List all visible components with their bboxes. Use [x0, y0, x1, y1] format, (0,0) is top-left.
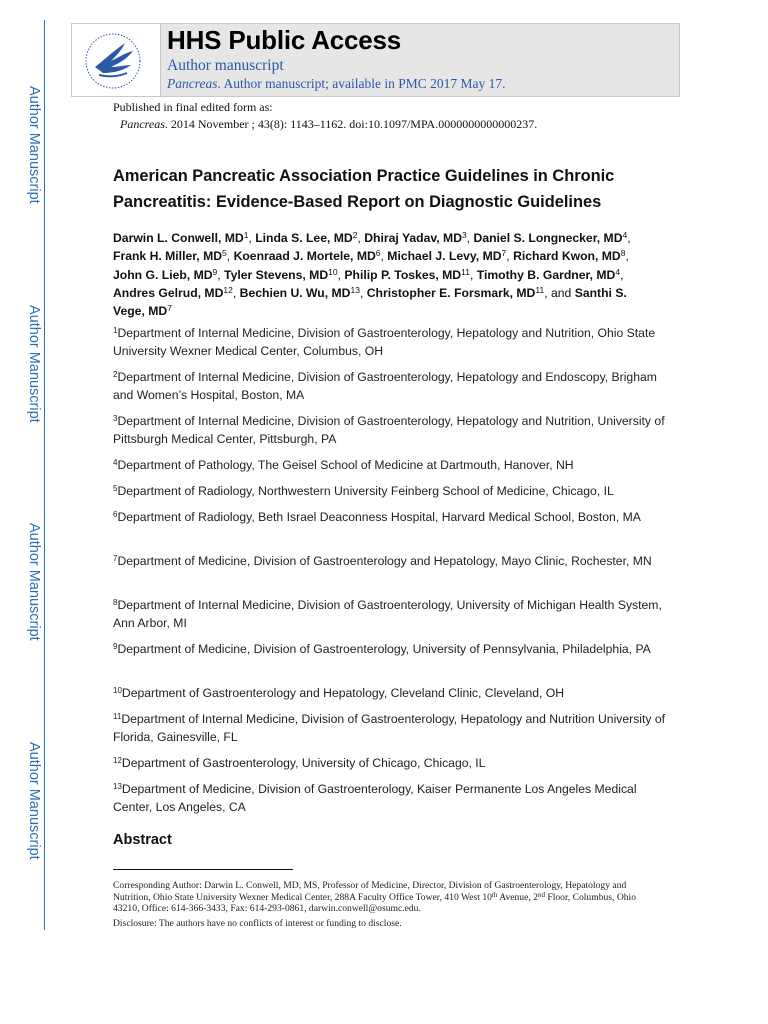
- affiliation-number: 8: [113, 598, 118, 607]
- affiliation-number: 10: [113, 686, 122, 695]
- hhs-public-access-title: HHS Public Access: [167, 25, 402, 55]
- affiliation-number: 13: [113, 782, 122, 791]
- author-affiliation-number: 8: [620, 248, 626, 259]
- affiliation-item: [113, 640, 673, 658]
- affiliation-text: Department of Internal Medicine, Division of Gastroenterology, Hepatology and Endoscopy, Brigham and Women’s Hospital, Boston, MA: [113, 370, 657, 402]
- author-name: Frank H. Miller, MD: [113, 249, 223, 264]
- author-affiliation-number: 4: [622, 230, 628, 240]
- publication-citation: [120, 117, 537, 132]
- footnote-text: Corresponding Author: Darwin L. Conwell, MD, MS, Professor of Medicine, Director, Division of Gastroenterology, Hepatology and Nutrition, Ohio State University Wexner Medical Center, 288A Faculty Office Tower, 410 West 10: [113, 880, 627, 903]
- affiliation-text: Department of Pathology, The Geisel School of Medicine at Dartmouth, Hanover, NH: [117, 458, 574, 472]
- author-affiliation-number: 4: [615, 266, 621, 277]
- author-affiliation-number: 13: [350, 284, 360, 295]
- author-name: Andres Gelrud, MD: [113, 285, 224, 300]
- author-name: John G. Lieb, MD: [113, 267, 213, 282]
- corresponding-author-footnote: [113, 880, 658, 915]
- author-name: Bechien U. Wu, MD: [239, 285, 351, 300]
- affiliation-text: Department of Gastroenterology and Hepatology, Cleveland Clinic, Cleveland, OH: [121, 686, 565, 700]
- affiliation-text: Department of Radiology, Northwestern University Feinberg School of Medicine, Chicago, IL: [117, 484, 614, 498]
- author-separator: ,: [625, 249, 629, 264]
- affiliation-text: Department of Internal Medicine, Division of Gastroenterology, Hepatology and Nutrition University of Florida, Gainesville, FL: [113, 712, 666, 744]
- author-name: Richard Kwon, MD: [513, 249, 621, 264]
- affiliation-item: [113, 684, 673, 702]
- affiliation-item: [113, 710, 673, 746]
- author-separator: ,: [469, 267, 477, 282]
- affiliation-number: 2: [113, 370, 118, 379]
- footnote-text: Floor, Columbus, Ohio 43210, Office: 614-366-3433, Fax: 614-293-0861, darwin.conwell@osumc.edu.: [113, 891, 637, 914]
- affiliation-number: 5: [113, 484, 118, 493]
- affiliation-number: 12: [113, 756, 122, 765]
- author-list: [113, 229, 658, 320]
- affiliation-text: Department of Internal Medicine, Division of Gastroenterology, University of Michigan Health System, Ann Arbor, MI: [113, 598, 662, 630]
- author-name: Philip P. Toskes, MD: [344, 267, 462, 282]
- author-affiliation-number: 10: [328, 266, 338, 277]
- footnote-superscript: nd: [537, 890, 545, 899]
- author-separator: ,: [359, 285, 367, 300]
- author-affiliation-number: 11: [535, 284, 545, 295]
- author-name: Tyler Stevens, MD: [224, 267, 329, 282]
- margin-rule: [44, 20, 45, 930]
- author-separator: ,: [380, 249, 388, 264]
- affiliation-item: [113, 456, 673, 474]
- author-manuscript-side-label: Author Manuscript: [26, 742, 42, 860]
- affiliation-number: 1: [113, 326, 118, 335]
- author-affiliation-number: 2: [352, 230, 358, 240]
- author-separator: ,: [226, 249, 234, 264]
- author-affiliation-number: 6: [375, 248, 381, 259]
- footnote-text: Avenue, 2: [497, 891, 538, 903]
- hhs-logo: [72, 24, 161, 96]
- author-separator: ,: [337, 267, 345, 282]
- affiliation-text: Department of Medicine, Division of Gastroenterology, University of Pennsylvania, Philadelphia, PA: [117, 642, 651, 656]
- affiliation-item: [113, 482, 673, 500]
- author-affiliation-number: 5: [222, 248, 227, 259]
- author-manuscript-side-label: Author Manuscript: [26, 86, 42, 204]
- affiliation-item: [113, 596, 673, 632]
- author-separator: ,: [627, 231, 631, 245]
- author-separator: ,: [357, 231, 365, 245]
- author-affiliation-number: 7: [501, 248, 507, 259]
- author-affiliation-number: 7: [167, 303, 172, 314]
- affiliation-item: [113, 368, 673, 404]
- author-manuscript-side-label: Author Manuscript: [26, 305, 42, 423]
- affiliation-number: 7: [113, 554, 118, 563]
- author-name: Michael J. Levy, MD: [387, 249, 502, 264]
- affiliation-text: Department of Gastroenterology, University of Chicago, Chicago, IL: [121, 756, 486, 770]
- author-separator: ,: [506, 249, 514, 264]
- affiliation-text: Department of Internal Medicine, Division of Gastroenterology, Hepatology and Nutrition, University of Pittsburgh Medical Center, Pittsburgh, PA: [113, 414, 665, 446]
- affiliation-number: 3: [113, 414, 118, 423]
- hhs-header-banner: [71, 23, 680, 97]
- author-name: Koenraad J. Mortele, MD: [233, 249, 376, 264]
- author-affiliation-number: 3: [462, 230, 467, 240]
- affiliation-item: [113, 412, 673, 448]
- abstract-heading: Abstract: [113, 832, 172, 848]
- pmc-availability-text: . Author manuscript; available in PMC 2017 May 17.: [217, 76, 506, 91]
- author-name: Christopher E. Forsmark, MD: [366, 285, 536, 300]
- affiliation-text: Department of Radiology, Beth Israel Deaconness Hospital, Harvard Medical School, Boston, MA: [117, 510, 641, 524]
- author-name: Darwin L. Conwell, MD: [113, 231, 244, 245]
- author-separator: ,: [232, 285, 240, 300]
- citation-details: . 2014 November ; 43(8): 1143–1162. doi:10.1097/MPA.0000000000000237.: [164, 117, 538, 131]
- footnote-superscript: th: [491, 890, 498, 899]
- affiliation-text: Department of Internal Medicine, Division of Gastroenterology, Hepatology and Nutrition, Ohio State University Wexner Medical Center, Columbus, OH: [113, 326, 656, 358]
- author-affiliation-number: 12: [223, 284, 233, 295]
- disclosure-statement: Disclosure: The authors have no conflicts of interest or funding to disclose.: [113, 918, 402, 929]
- author-name: Dhiraj Yadav, MD: [364, 231, 462, 245]
- author-separator: ,: [217, 267, 225, 282]
- hhs-eagle-icon: [81, 31, 149, 91]
- author-affiliation-number: 11: [461, 266, 470, 277]
- author-affiliation-number: 1: [243, 230, 249, 240]
- affiliation-number: 9: [113, 642, 118, 651]
- author-name: Santhi S. Vege, MD: [113, 285, 627, 319]
- published-form-label: Published in final edited form as:: [113, 100, 273, 114]
- author-name: Daniel S. Longnecker, MD: [473, 231, 623, 245]
- author-separator: ,: [466, 231, 474, 245]
- article-title: American Pancreatic Association Practice Guidelines in Chronic Pancreatitis: Evidence-Based Report on Diagnostic Guidelines: [113, 167, 615, 211]
- citation-journal: Pancreas: [120, 117, 165, 131]
- affiliation-item: [113, 780, 673, 816]
- affiliation-item: [113, 754, 673, 772]
- author-manuscript-subtitle: Author manuscript: [167, 57, 284, 74]
- affiliation-item: [113, 508, 673, 526]
- journal-name: Pancreas: [167, 76, 218, 91]
- author-name: Timothy B. Gardner, MD: [476, 267, 616, 282]
- pmc-availability-line: [167, 76, 505, 92]
- author-separator: ,: [248, 231, 256, 245]
- author-manuscript-side-label: Author Manuscript: [26, 523, 42, 641]
- affiliation-number: 6: [113, 510, 118, 519]
- affiliation-text: Department of Medicine, Division of Gastroenterology and Hepatology, Mayo Clinic, Rochester, MN: [117, 554, 652, 568]
- affiliation-item: [113, 324, 673, 360]
- affiliation-number: 11: [113, 712, 122, 721]
- affiliation-item: [113, 552, 673, 570]
- affiliation-text: Department of Medicine, Division of Gastroenterology, Kaiser Permanente Los Angeles Medical Center, Los Angeles, CA: [113, 782, 637, 814]
- author-affiliation-number: 9: [212, 266, 218, 277]
- author-separator: ,: [620, 267, 624, 282]
- author-name: Linda S. Lee, MD: [255, 231, 353, 245]
- affiliation-number: 4: [113, 458, 118, 467]
- footnote-divider: [113, 869, 293, 870]
- author-separator: , and: [544, 285, 575, 300]
